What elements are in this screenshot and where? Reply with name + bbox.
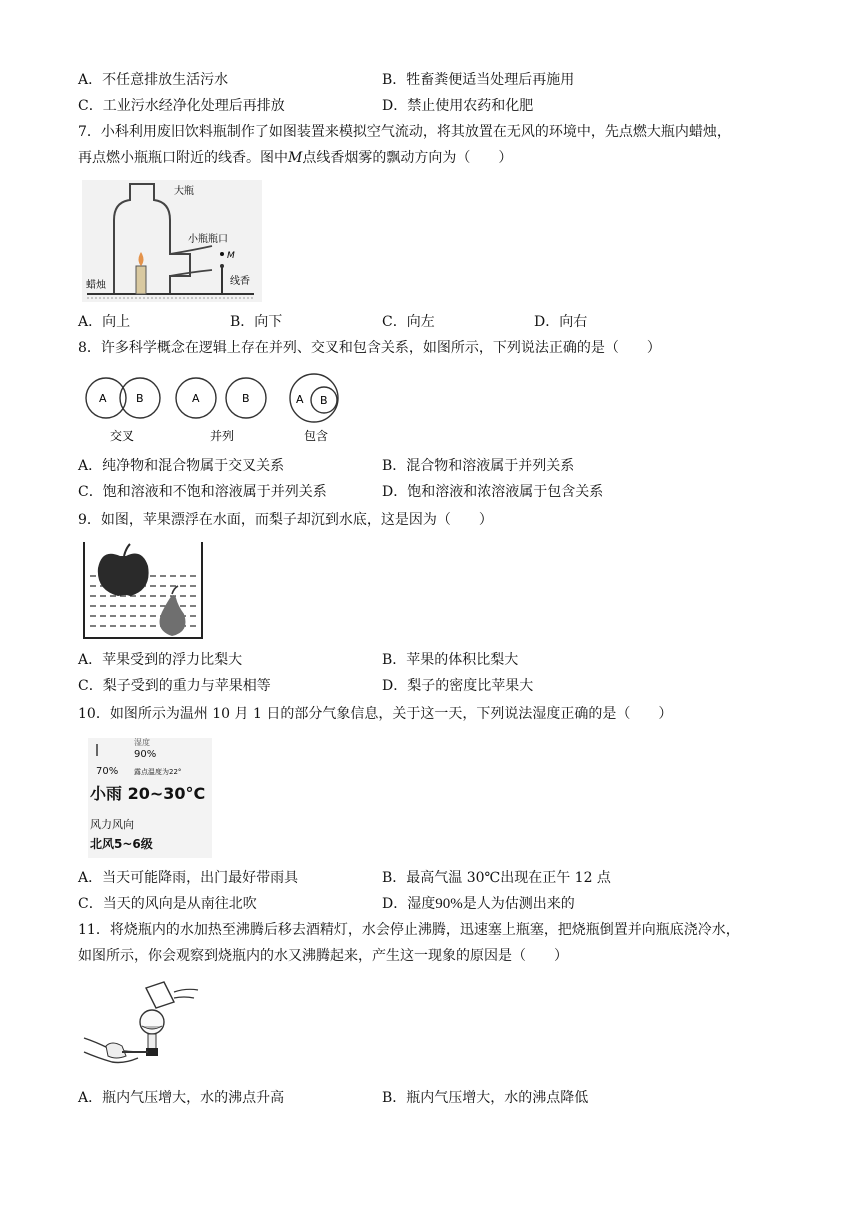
q7-stem-line1: 7．小科利用废旧饮料瓶制作了如图装置来模拟空气流动，将其放置在无风的环境中，先点燃大瓶内蜡烛， <box>78 124 731 140</box>
apple-shape <box>98 544 149 596</box>
q9-option-b: B．苹果的体积比梨大 <box>382 652 519 668</box>
q8-contain-a: A <box>296 393 304 406</box>
q11-stem-line2: 如图所示，你会观察到烧瓶内的水又沸腾起来，产生这一现象的原因是（ ） <box>78 948 568 964</box>
q7-stem-text: 再点燃小瓶瓶口附近的线香。图中 <box>78 150 288 166</box>
q6-option-a: A．不任意排放生活污水 <box>78 72 229 88</box>
q10-weather: 小雨 20~30°C <box>90 784 206 803</box>
pear-shape <box>160 586 186 636</box>
q9-figure <box>82 542 206 642</box>
q8-option-d: D．饱和溶液和浓溶液属于包含关系 <box>382 484 604 500</box>
q9-option-a: A．苹果受到的浮力比梨大 <box>78 652 243 668</box>
q7-option-d: D．向右 <box>534 314 588 330</box>
q10-option-a: A．当天可能降雨，出门最好带雨具 <box>78 870 299 886</box>
q7-label-m: M <box>227 251 235 261</box>
q10-option-b: B．最高气温 30℃出现在正午 12 点 <box>382 870 611 886</box>
q8-option-a: A．纯净物和混合物属于交叉关系 <box>78 458 285 474</box>
q10-option-d-value: 90% <box>435 896 463 912</box>
q10-stem: 10．如图所示为温州 10 月 1 日的部分气象信息，关于这一天，下列说法湿度正确的是（ ） <box>78 706 673 722</box>
q6-option-b: B．牲畜粪便适当处理后再施用 <box>382 72 575 88</box>
q7-stem-var: M <box>288 150 303 166</box>
q10-weather-figure <box>88 738 212 858</box>
q7-label-small-mouth: 小瓶瓶口 <box>188 234 228 245</box>
q8-label-parallel: 并列 <box>210 429 235 443</box>
q11-option-a: A．瓶内气压增大，水的沸点升高 <box>78 1090 285 1106</box>
q7-stem-line2 <box>78 148 512 168</box>
q11-stem-line1: 11．将烧瓶内的水加热至沸腾后移去酒精灯，水会停止沸腾，迅速塞上瓶塞，把烧瓶倒置并向瓶底浇冷水， <box>78 922 740 938</box>
q10-option-c: C．当天的风向是从南往北吹 <box>78 896 257 912</box>
q8-parallel-b: B <box>242 392 250 405</box>
q10-option-d <box>382 894 575 914</box>
q10-humidity: 90% <box>134 749 157 760</box>
q11-option-b: B．瓶内气压增大，水的沸点降低 <box>382 1090 589 1106</box>
q10-humidity-label: 湿度 <box>134 738 150 747</box>
q6-option-c: C．工业污水经净化处理后再排放 <box>78 98 285 114</box>
q7-label-candle: 蜡烛 <box>86 280 106 291</box>
q8-contain-b: B <box>320 394 328 407</box>
q9-stem: 9．如图，苹果漂浮在水面，而梨子却沉到水底，这是因为（ ） <box>78 512 493 528</box>
q10-rain-prob: 70% <box>96 766 119 777</box>
q8-figure <box>82 368 352 448</box>
q8-option-c: C．饱和溶液和不饱和溶液属于并列关系 <box>78 484 327 500</box>
q7-option-c: C．向左 <box>382 314 435 330</box>
q7-option-b: B．向下 <box>230 314 283 330</box>
q7-option-a: A．向上 <box>78 314 131 330</box>
q8-label-contain: 包含 <box>304 429 329 443</box>
q8-option-b: B．混合物和溶液属于并列关系 <box>382 458 575 474</box>
q7-figure <box>82 180 262 302</box>
q10-dew-point: 露点温度为22° <box>134 768 182 776</box>
q8-cross-a: A <box>99 392 107 405</box>
q10-option-d-text: D．湿度 <box>382 896 436 912</box>
q9-option-c: C．梨子受到的重力与苹果相等 <box>78 678 271 694</box>
q11-figure <box>82 978 206 1078</box>
q7-label-big-bottle: 大瓶 <box>174 186 194 197</box>
q7-stem-text-end: 点线香烟雾的飘动方向为（ ） <box>302 150 513 166</box>
q6-option-d: D．禁止使用农药和化肥 <box>382 98 534 114</box>
q9-option-d: D．梨子的密度比苹果大 <box>382 678 534 694</box>
q8-cross-b: B <box>136 392 144 405</box>
q10-wind: 北风5~6级 <box>90 837 153 851</box>
q10-wind-title: 风力风向 <box>90 818 134 831</box>
q8-stem: 8．许多科学概念在逻辑上存在并列、交叉和包含关系，如图所示，下列说法正确的是（ ） <box>78 340 661 356</box>
q10-option-d-text-end: 是人为估测出来的 <box>462 896 575 912</box>
q8-parallel-a: A <box>192 392 200 405</box>
q7-label-incense: 线香 <box>230 276 250 287</box>
q8-label-cross: 交叉 <box>110 429 135 443</box>
